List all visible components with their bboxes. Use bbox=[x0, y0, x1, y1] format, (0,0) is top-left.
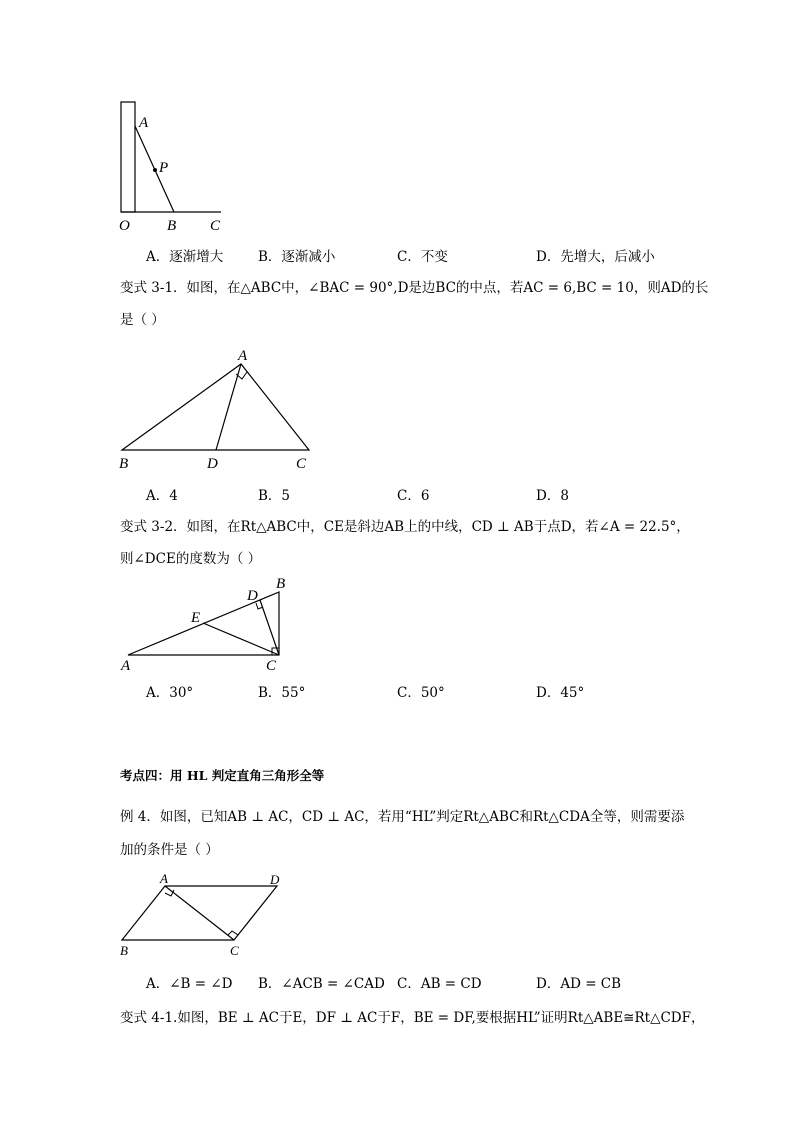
label-D: D bbox=[270, 872, 280, 887]
option-a[interactable]: A．4 bbox=[146, 488, 178, 504]
option-a[interactable]: A．逐渐增大 bbox=[146, 249, 224, 265]
question-3-1-line2: 是（ ） bbox=[120, 312, 165, 328]
question-3-2-line1: 变式 3-2．如图，在Rt△ABC中，CE是斜边AB上的中线，CD ⊥ AB于点D，若∠A = 22.5°， bbox=[120, 519, 690, 535]
option-b[interactable]: B．逐渐减小 bbox=[258, 249, 336, 265]
label-B: B bbox=[120, 943, 128, 958]
label-C: C bbox=[230, 943, 239, 958]
option-d[interactable]: D．AD = CB bbox=[536, 976, 622, 992]
label-C: C bbox=[266, 658, 277, 674]
label-P: P bbox=[159, 160, 169, 176]
label-O: O bbox=[119, 218, 130, 234]
option-d[interactable]: D．45° bbox=[536, 685, 585, 701]
option-a[interactable]: A．∠B = ∠D bbox=[146, 976, 233, 992]
label-A: A bbox=[121, 658, 131, 674]
question-3-1-line1: 变式 3-1．如图，在△ABC中，∠BAC = 90°,D是边BC的中点，若AC = 6,BC = 10，则AD的长 bbox=[120, 280, 709, 296]
label-B: B bbox=[167, 218, 177, 234]
option-b[interactable]: B．5 bbox=[258, 488, 291, 504]
option-c[interactable]: C．AB = CD bbox=[397, 976, 482, 992]
option-b[interactable]: B．55° bbox=[258, 685, 306, 701]
label-E: E bbox=[191, 610, 201, 626]
question-3-2-line2: 则∠DCE的度数为（ ） bbox=[120, 551, 262, 567]
option-c[interactable]: C．50° bbox=[397, 685, 445, 701]
label-C: C bbox=[296, 456, 307, 472]
label-B: B bbox=[119, 456, 129, 472]
question-4-1-line1: 变式 4-1.如图，BE ⊥ AC于E，DF ⊥ AC于F，BE = DF,要根据HL”证明Rt△ABE≅Rt△CDF， bbox=[120, 1010, 705, 1026]
option-c[interactable]: C．不变 bbox=[397, 249, 448, 265]
option-a[interactable]: A．30° bbox=[146, 685, 194, 701]
label-B: B bbox=[276, 576, 286, 592]
example-4-line1: 例 4．如图，已知AB ⊥ AC，CD ⊥ AC，若用“HL”判定Rt△ABC和Rt△CDA全等，则需要添 bbox=[120, 809, 685, 825]
option-d[interactable]: D．8 bbox=[536, 488, 569, 504]
option-c[interactable]: C．6 bbox=[397, 488, 430, 504]
label-C: C bbox=[210, 218, 221, 234]
label-A: A bbox=[160, 871, 168, 886]
option-b[interactable]: B．∠ACB = ∠CAD bbox=[258, 976, 385, 992]
label-D: D bbox=[207, 456, 218, 472]
label-D: D bbox=[247, 588, 258, 604]
option-d[interactable]: D．先增大，后减小 bbox=[536, 249, 655, 265]
label-A: A bbox=[139, 115, 149, 131]
label-A: A bbox=[238, 348, 248, 364]
section-title: 考点四：用 HL 判定直角三角形全等 bbox=[120, 768, 325, 783]
example-4-line2: 加的条件是（ ） bbox=[120, 842, 219, 858]
